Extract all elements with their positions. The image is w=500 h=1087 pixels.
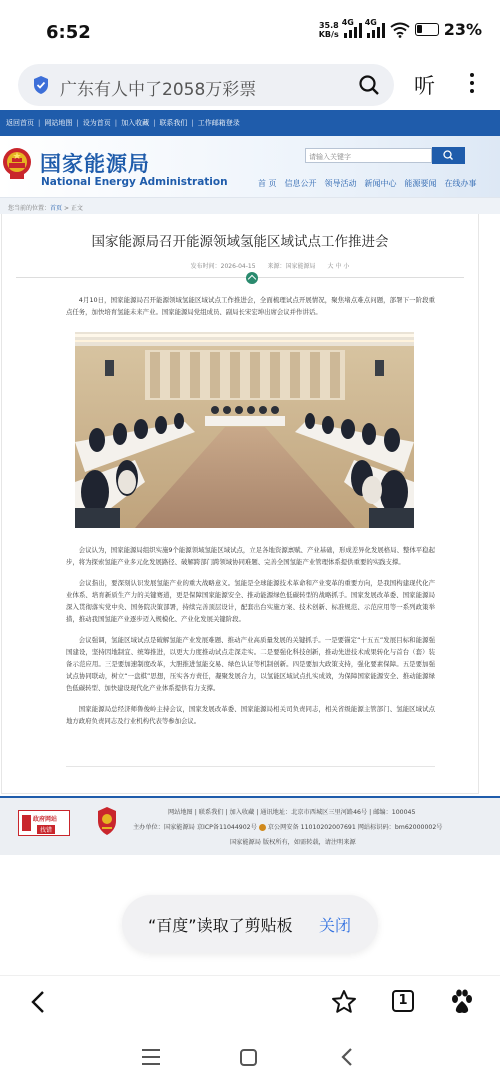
top-link-home[interactable]: 返回首页 (6, 119, 34, 127)
police-badge-icon (259, 824, 266, 831)
breadcrumb-home[interactable]: 首页 (50, 205, 63, 212)
system-back-icon[interactable] (340, 1047, 354, 1067)
font-size-switch[interactable]: 大 中 小 (327, 263, 350, 270)
baidu-paw-icon[interactable] (450, 989, 474, 1015)
flag-icon (22, 815, 31, 831)
site-main-nav (258, 178, 477, 189)
article-paragraph: 会议认为，国家能源局组织实施9个能源领域氢能区域试点，立足各地资源禀赋、产业基础，形成差异化发展格局、整体平稳起步，将为探索氢能产业多元化发展路径、破解跨部门跨领域协同难题、完善全国氢能产业管理体系提供重要的实践支撑。 (66, 546, 435, 566)
nav-home[interactable]: 首 页 (258, 179, 277, 188)
search-icon (432, 147, 465, 164)
system-navigation-bar (0, 1029, 500, 1087)
browser-bottom-toolbar (0, 975, 500, 1029)
status-indicators (318, 17, 482, 39)
search-icon[interactable] (358, 74, 380, 96)
wifi-icon (390, 22, 410, 38)
battery-percent: 23% (443, 20, 482, 39)
listen-button[interactable]: 听 (414, 74, 435, 98)
signal-icon: 4G (344, 22, 362, 38)
footer-copyright: 国家能源局 版权所有，如需转载，请注明来源 (230, 839, 356, 846)
nav-leadership[interactable]: 领导活动 (324, 179, 357, 188)
tabs-count-button[interactable]: 1 (392, 990, 414, 1012)
meeting-photo[interactable] (75, 332, 414, 528)
site-name-cn[interactable]: 国家能源局 (40, 152, 150, 176)
article-paragraph: 4月10日，国家能源局召开能源领域氢能区域试点工作推进会，全面梳理试点开展情况，聚焦堵点难点问题，部署下一阶段重点任务，加快培育氢能未来产业。国家能源局党组成员、副局长宋宏坤出席会议并作讲话。 (66, 296, 435, 316)
publish-time: 发布时间：2026-04-15 (190, 263, 256, 270)
article-paragraph: 会议强调，氢能区域试点是破解氢能产业发展难题、推动产业高质量发展的关键抓手。一是要锚定“十五五”发展目标和能源强国建设，坚持因地制宜、统筹推进，以更大力度推动试点走深走实。二是要强化科技创新，推动先进技术成果转化与首台（套）装备示范应用。三是要加速制度改革，大胆推进氢能交易、绿色认证等机制创新。四是要加大政策支持，强化要素保障。五是要加强试点协同联动，树立“一盘棋”思想，压实各方责任，凝聚发展合力，以氢能区域试点扎实成效，为保障国家能源安全、推动能源绿色低碳转型、加快建设现代化产业体系提供有力支撑。 (66, 636, 435, 692)
party-organization-badge-icon[interactable] (96, 806, 118, 836)
clipboard-toast (122, 895, 378, 953)
home-icon[interactable] (240, 1049, 257, 1066)
top-link-sitemap[interactable]: 网站地图 (44, 119, 73, 127)
article-paragraph: 国家能源局总经济师鲁俊岭主持会议，国家发展改革委、国家能源局相关司负责同志，相关省级能源主管部门、氢能区域试点地方政府负责同志及行业机构代表等参加会议。 (66, 705, 435, 725)
site-search-button[interactable] (432, 147, 465, 164)
site-header (0, 136, 500, 198)
article-title: 国家能源局召开能源领域氢能区域试点工作推进会 (91, 234, 389, 250)
nav-online-service[interactable]: 在线办事 (444, 179, 477, 188)
nav-news[interactable]: 新闻中心 (364, 179, 397, 188)
article-end-divider (66, 766, 435, 767)
breadcrumb: 您当前的位置：首页 > 正文 (0, 198, 500, 214)
bookmark-star-icon[interactable] (331, 989, 357, 1015)
national-emblem-icon[interactable] (1, 146, 33, 180)
collapse-up-icon[interactable] (246, 272, 258, 284)
battery-icon (415, 23, 439, 36)
article-paragraph: 会议指出，要深刻认识发展氢能产业的重大战略意义。氢能是全球能源技术革命和产业变革的重要方向，是我国构建现代化产业体系、培育新质生产力的关键赛道，更是保障国家能源安全、推动能源绿色低碳转型的战略抓手。国家发展改革委、国家能源局深入贯彻落实党中央、国务院决策部署，持续完善顶层设计，配套出台实施方案、技术创新、标准规范、示范应用等一系列政策举措，推动我国氢能产业逐步迈入规模化、产业化发展关键阶段。 (66, 579, 435, 623)
recent-apps-icon[interactable] (142, 1049, 160, 1065)
toast-message: “百度”读取了剪贴板 (148, 916, 293, 935)
top-link-favorite[interactable]: 加入收藏 (121, 119, 150, 127)
back-icon[interactable] (28, 990, 48, 1014)
shield-check-icon (32, 75, 50, 95)
toast-close-button[interactable]: 关闭 (319, 916, 352, 935)
gov-site-error-report-badge[interactable]: 政府网站 找错 (18, 810, 70, 836)
network-speed: 35.8 KB/s (318, 20, 339, 39)
signal-icon-2: 4G (367, 22, 385, 38)
footer-links[interactable]: 网站地图 | 联系我们 | 加入收藏 | 通讯地址：北京市西城区三里河路46号 | 邮编：100045 (168, 809, 416, 816)
web-page-content[interactable] (0, 110, 500, 855)
status-bar (0, 0, 500, 64)
nav-info-public[interactable]: 信息公开 (284, 179, 317, 188)
top-link-set-home[interactable]: 设为首页 (82, 119, 111, 127)
article-source: 来源：国家能源局 (267, 263, 316, 270)
top-link-mail-login[interactable]: 工作邮箱登录 (197, 119, 240, 127)
site-name-en: National Energy Administration (41, 176, 228, 188)
article (1, 214, 479, 794)
nav-energy-news[interactable]: 能源要闻 (404, 179, 437, 188)
title-divider (16, 277, 464, 278)
article-meta (2, 261, 478, 270)
site-footer (0, 796, 500, 855)
footer-registration: 主办单位：国家能源局 京ICP备11044902号 京公网安备 11010202007691 网站标识码：bm62000002号 (133, 824, 443, 831)
top-link-contact[interactable]: 联系我们 (159, 119, 188, 127)
site-top-links: 返回首页 | 网站地图 | 设为首页 | 加入收藏 | 联系我们 | 工作邮箱登录 (0, 110, 500, 136)
breadcrumb-current: 正文 (70, 205, 83, 212)
browser-search-bar[interactable] (18, 64, 394, 106)
status-time: 6:52 (46, 22, 91, 43)
site-search-input[interactable]: 请输入关键字 (305, 148, 432, 163)
search-query-text[interactable]: 广东有人中了2058万彩票 (60, 80, 257, 100)
more-menu-icon[interactable] (468, 70, 476, 100)
